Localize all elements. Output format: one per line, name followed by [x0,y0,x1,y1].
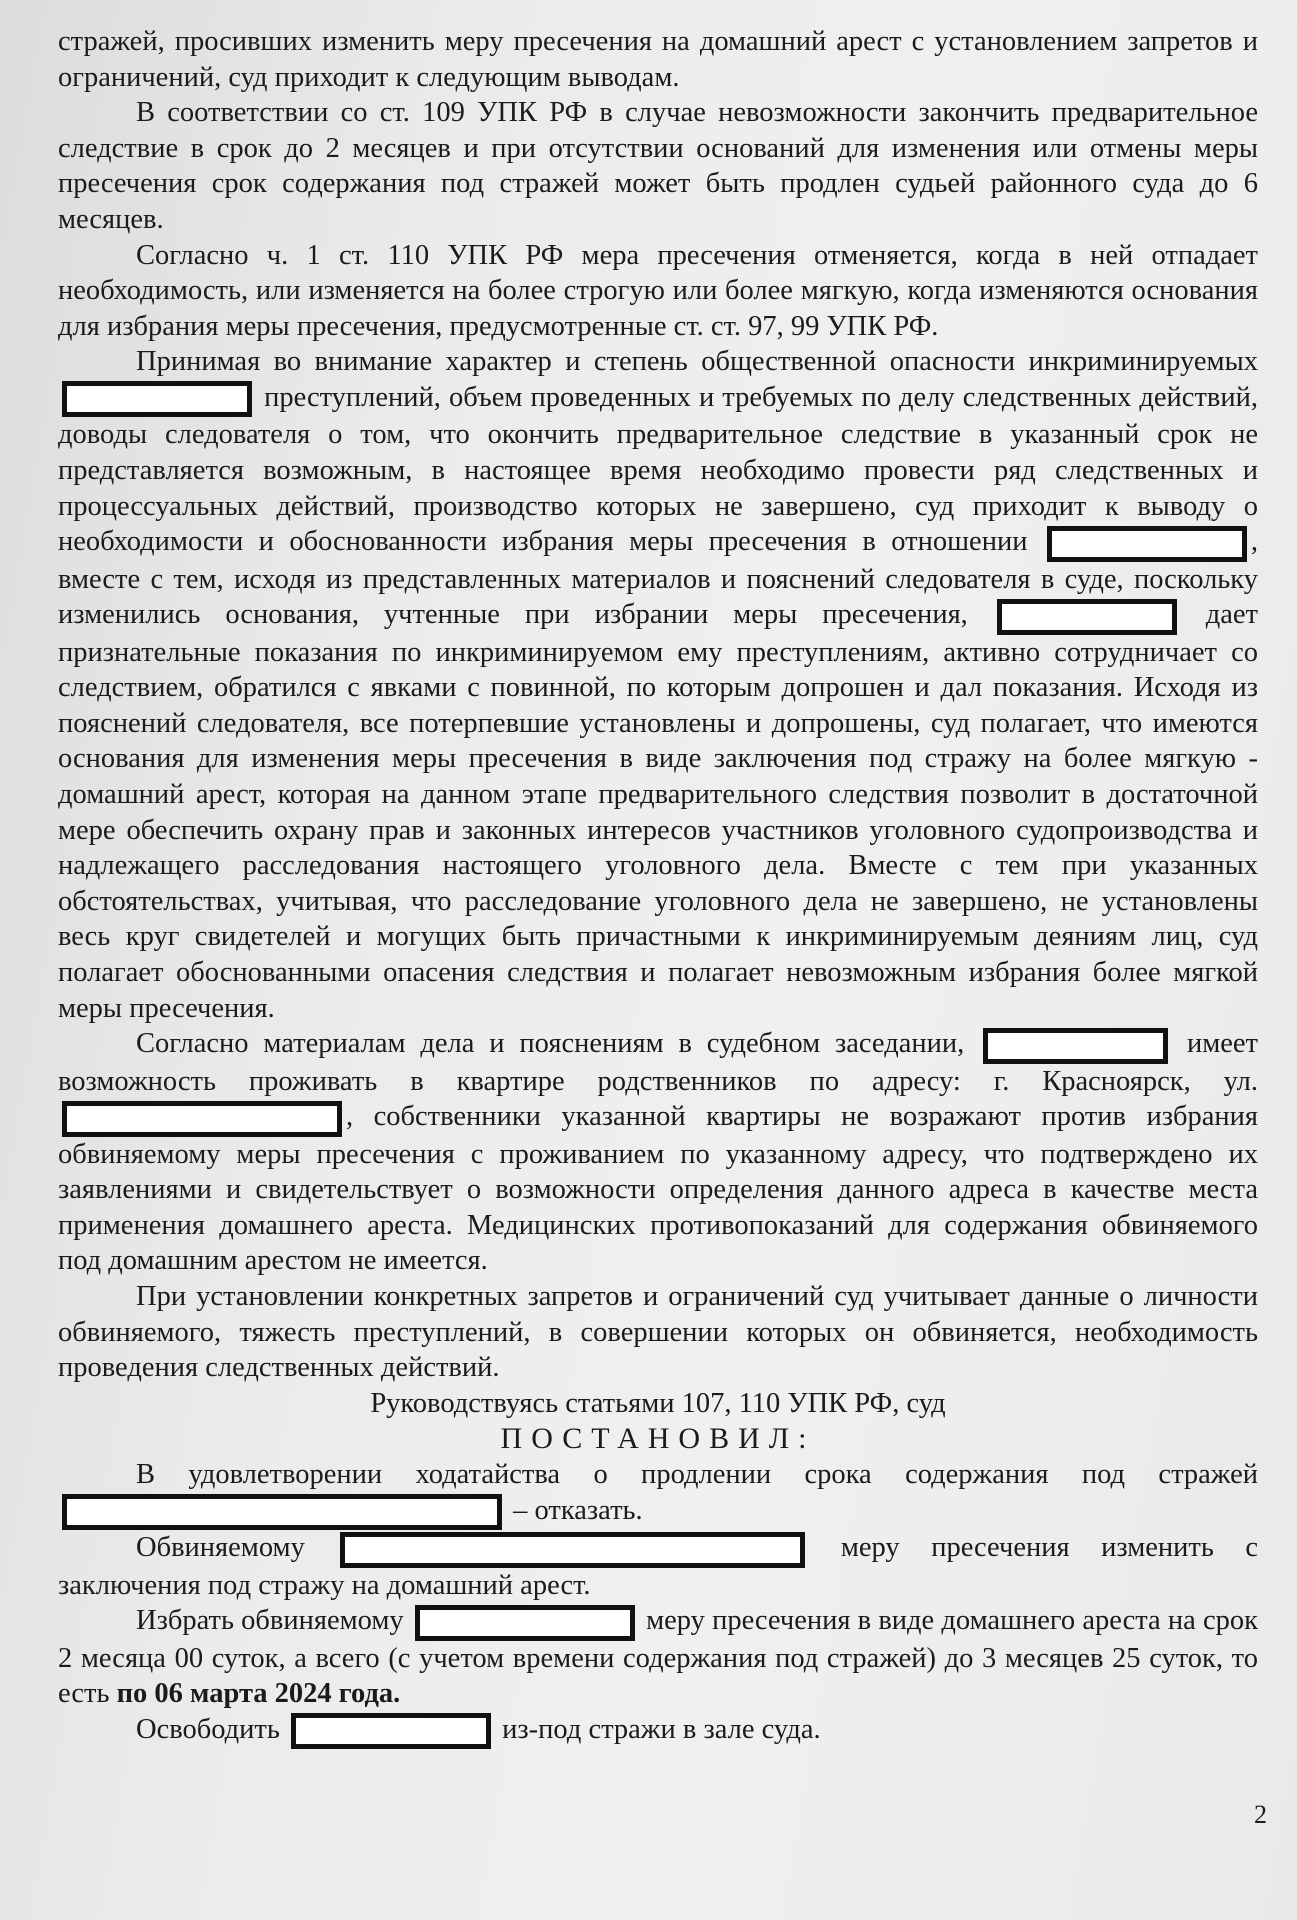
paragraph-residence [58,1026,1258,1279]
deadline-date: по 06 марта 2024 года. [116,1678,401,1710]
redaction-box [62,1494,502,1530]
text-segment: Освободить [136,1713,280,1745]
redaction-box [340,1532,805,1568]
redaction-box [415,1605,635,1641]
text-segment: – отказать. [513,1494,643,1526]
text-segment: , собственники указанной квартиры не возражают против избрания обвиняемому меры пресечения с проживанием по указанному адресу, что подтверждено их заявлениями и свидетельствует о возможности определения данного адреса в качестве места применения домашнего ареста. Медицинских противопоказаний для содержания обвиняемого под домашним арестом не имеется. [58,1101,1258,1277]
text-segment: В удовлетворении ходатайства о продлении срока содержания под стражей [136,1459,1258,1491]
document-body [58,24,1258,1749]
page-number: 2 [1254,1800,1267,1829]
text-segment: преступлений, объем проведенных и требуемых по делу следственных действий, доводы следователя о том, что окончить предварительное следствие в указанный срок не представляется возможным, в настоящее время необходимо провести ряд следственных и процессуальных действий, производство которых не завершено, суд приходит к выводу о необходимости и обоснованности избрания меры пресечения в отношении [58,381,1259,558]
resolution-item-release [58,1712,1258,1749]
text-segment: Обвиняемому [136,1532,305,1564]
text-segment: из-под стражи в зале суда. [502,1713,821,1745]
paragraph-assessment [58,344,1258,1026]
text-segment: имеет возможность проживать в квартире родственников по адресу: г. Красноярск, ул. [58,1028,1259,1097]
paragraph-art-110: Согласно ч. 1 ст. 110 УПК РФ мера пресечения отменяется, когда в ней отпадает необходимость, или изменяется на более строгую или более мягкую, когда изменяются основания для избрания меры пресечения, предусмотренные ст. ст. 97, 99 УПК РФ. [58,239,1258,342]
resolution-heading: ПОСТАНОВИЛ: [500,1422,816,1456]
text-segment: меру пресечения изменить с заключения под стражу на домашний арест. [58,1532,1259,1601]
redaction-box [1047,526,1247,562]
redaction-box [62,381,252,417]
resolution-item-change [58,1530,1258,1603]
text-segment: Согласно материалам дела и пояснениям в судебном заседании, [136,1028,965,1060]
redaction-box [997,599,1177,635]
paragraph-restrictions: При установлении конкретных запретов и ограничений суд учитывает данные о личности обвиняемого, тяжесть преступлений, в совершении которых он обвиняется, необходимость проведения следственных действий. [58,1281,1258,1384]
text-segment: Принимая во внимание характер и степень общественной опасности инкриминируемых [136,346,1258,378]
redaction-box [983,1028,1168,1064]
text-segment: дает признательные показания по инкриминируемом ему преступлениям, активно сотрудничает со следствием, обратился с явками с повинной, по которым допрошен и дал показания. Исходя из пояснений следователя, все потерпевшие установлены и допрошены, суд полагает, что имеются основания для изменения меры пресечения в виде заключения под стражу на более мягкую - домашний арест, которая на данном этапе предварительного следствия позволит в достаточной мере обеспечить охрану прав и законных интересов участников уголовного судопроизводства и надлежащего расследования настоящего уголовного дела. Вместе с тем при указанных обстоятельствах, учитывая, что расследование уголовного дела не завершено, не установлены весь круг свидетелей и могущих быть причастными к инкриминируемым деяниям лиц, суд полагает обоснованными опасения следствия и полагает невозможным избрания более мягкой меры пресечения. [58,599,1259,1024]
resolution-item-house-arrest [58,1603,1258,1712]
paragraph-art-109: В соответствии со ст. 109 УПК РФ в случае невозможности закончить предварительное следствие в срок до 2 месяцев и при отсутствии оснований для изменения или отмены меры пресечения срок содержания под стражей может быть продлен судьей районного суда до 6 месяцев. [58,97,1258,235]
redaction-box [291,1713,491,1749]
text-segment: Избрать обвиняемому [136,1605,404,1637]
text-segment: , вместе с тем, исходя из представленных материалов и пояснений следователя в суде, поскольку изменились основания, учтенные при избрании меры пресечения, [58,526,1258,631]
text-segment: меру пресечения в виде домашнего ареста на срок 2 месяца 00 суток, а всего (с учетом времени содержания под стражей) до 3 месяцев 25 суток, то есть [58,1605,1259,1710]
paragraph-guided-by: Руководствуясь статьями 107, 110 УПК РФ, суд [370,1387,946,1419]
redaction-box [62,1101,342,1137]
resolution-item-denied [58,1457,1258,1530]
paragraph-intro: стражей, просивших изменить меру пресечения на домашний арест с установлением запретов и ограничений, суд приходит к следующим выводам. [58,26,1258,93]
